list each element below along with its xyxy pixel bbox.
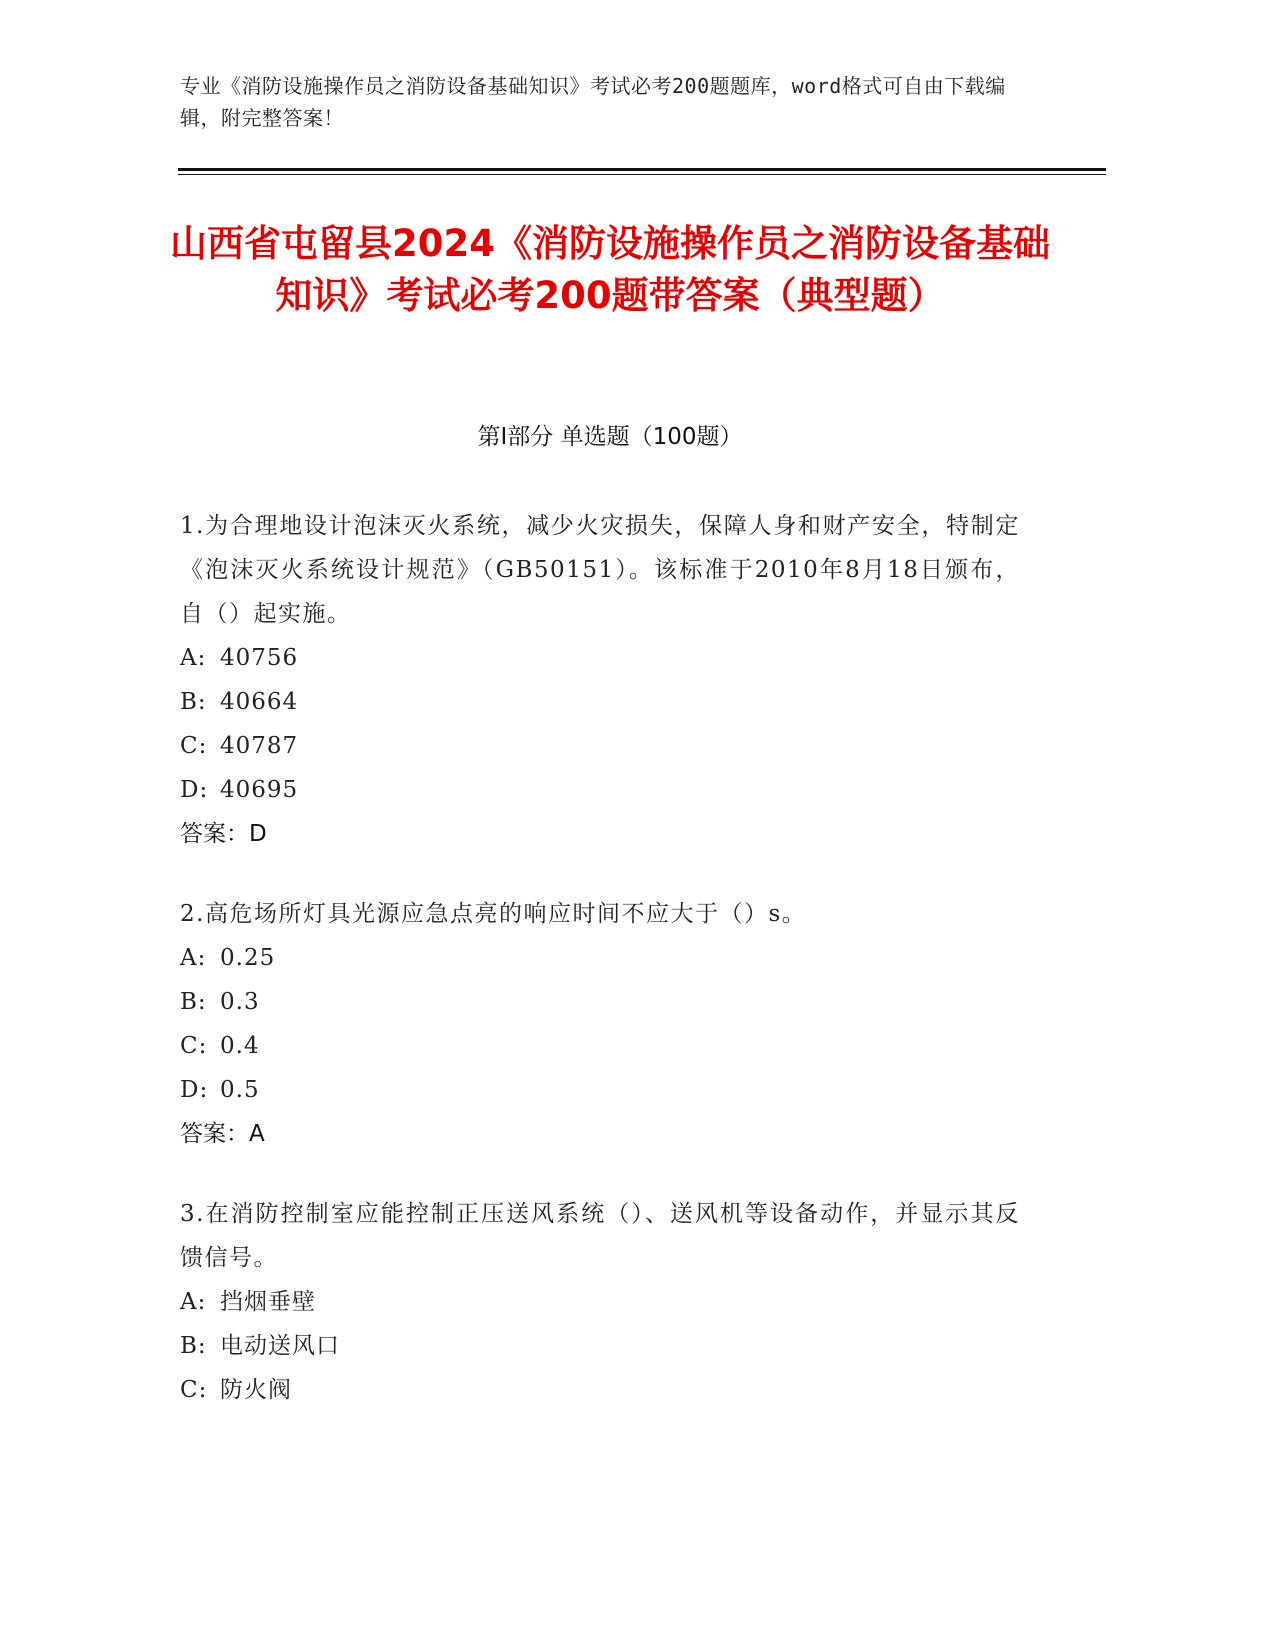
option-letter: C:	[180, 1377, 208, 1403]
option-letter: A:	[180, 1289, 207, 1315]
option-text: 0.5	[220, 1077, 260, 1103]
option-letter: B:	[180, 989, 207, 1015]
option-text: 40756	[220, 645, 299, 671]
question-list	[180, 504, 1020, 1448]
option-text: 0.4	[220, 1033, 260, 1059]
option-c	[180, 724, 1020, 768]
option-d	[180, 768, 1020, 812]
question-stem: 2.高危场所灯具光源应急点亮的响应时间不应大于（）s。	[180, 901, 807, 927]
option-text: 0.25	[220, 945, 276, 971]
header-note: 专业《消防设施操作员之消防设备基础知识》考试必考200题题库，word格式可自由下载编辑，附完整答案！	[180, 74, 1006, 130]
question-stem: 3.在消防控制室应能控制正压送风系统（）、送风机等设备动作，并显示其反馈信号。	[180, 1201, 1020, 1271]
option-d	[180, 1068, 1020, 1112]
option-b	[180, 980, 1020, 1024]
option-a	[180, 936, 1020, 980]
option-text: 40695	[220, 777, 299, 803]
option-letter: C:	[180, 1033, 208, 1059]
option-c	[180, 1024, 1020, 1068]
document-title: 山西省屯留县2024《消防设施操作员之消防设备基础知识》考试必考200题带答案（典型题）	[170, 222, 1050, 317]
option-b	[180, 1324, 1020, 1368]
answer-line: 答案：D	[180, 821, 267, 847]
answer-line: 答案：A	[180, 1121, 265, 1147]
option-text: 40787	[220, 733, 299, 759]
question-1	[180, 504, 1020, 856]
option-a	[180, 636, 1020, 680]
header-divider-thick	[178, 168, 1106, 171]
option-letter: A:	[180, 945, 207, 971]
option-text: 电动送风口	[220, 1333, 340, 1359]
option-text: 防火阀	[220, 1377, 292, 1403]
option-c	[180, 1368, 1020, 1412]
question-3	[180, 1192, 1020, 1412]
section-title: 第I部分 单选题（100题）	[477, 424, 743, 450]
option-letter: B:	[180, 1333, 207, 1359]
option-letter: D:	[180, 1077, 209, 1103]
option-text: 挡烟垂壁	[220, 1289, 316, 1315]
question-stem: 1.为合理地设计泡沫灭火系统，减少火灾损失，保障人身和财产安全，特制定《泡沫灭火系统设计规范》（GB50151）。该标准于2010年8月18日颁布，自（）起实施。	[180, 513, 1020, 627]
question-2	[180, 892, 1020, 1156]
option-a	[180, 1280, 1020, 1324]
option-text: 40664	[220, 689, 299, 715]
option-letter: D:	[180, 777, 209, 803]
option-text: 0.3	[220, 989, 260, 1015]
header-divider-thin	[178, 174, 1106, 175]
option-letter: B:	[180, 689, 207, 715]
option-letter: C:	[180, 733, 208, 759]
option-letter: A:	[180, 645, 207, 671]
option-b	[180, 680, 1020, 724]
